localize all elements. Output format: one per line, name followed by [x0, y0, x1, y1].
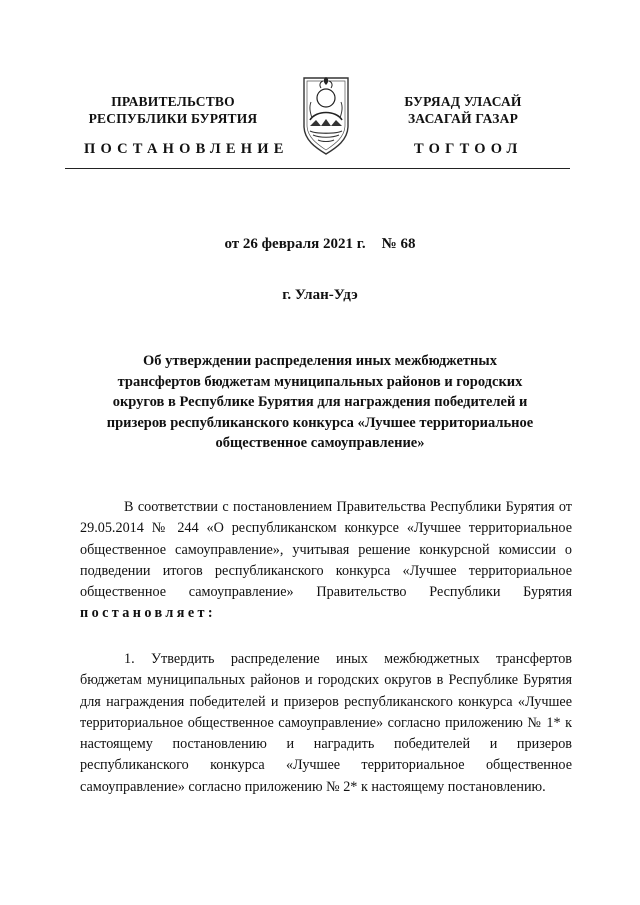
- header-divider: [65, 168, 570, 169]
- coat-of-arms-icon: [296, 74, 356, 156]
- issuer-buryat-line2: ЗАСАГАЙ ГАЗАР: [407, 111, 519, 126]
- resolves-keyword: постановляет:: [80, 605, 217, 622]
- title-line: Об утверждении распределения иных межбюджетных: [143, 353, 497, 369]
- title-line: общественное самоуправление»: [215, 435, 425, 451]
- issuer-russian-line2: РЕСПУБЛИКИ БУРЯТИЯ: [88, 111, 258, 126]
- doctype-russian: ПОСТАНОВЛЕНИЕ: [84, 141, 289, 157]
- issuer-buryat: [368, 93, 558, 127]
- issuer-buryat-line1: БУРЯАД УЛАСАЙ: [404, 94, 522, 109]
- document-number: № 68: [381, 236, 416, 252]
- clause-1-paragraph: 1. Утвердить распределение иных межбюджетных трансфертов бюджетам муниципальных районов и городских округов в Республике Бурятия для награждения победителей и призеров республиканского конкурса «Лучшее территориальное общественное самоуправление» согласно приложению № 1* к настоящему постановлению и наградить победителей и призеров республиканского конкурса «Лучшее территориальное общественное самоуправление» согласно приложению № 2* к настоящему постановлению.: [80, 651, 572, 795]
- title-line: трансфертов бюджетам муниципальных районов и городских: [117, 373, 523, 390]
- doctype-buryat: ТОГТООЛ: [414, 141, 523, 157]
- document-date: от 26 февраля 2021 г.: [224, 236, 366, 252]
- date-number-line: [64, 236, 576, 253]
- document-city: г. Улан-Удэ: [282, 287, 358, 303]
- preamble-text: В соответствии с постановлением Правительства Республики Бурятия от 29.05.2014 № 244 «О республиканском конкурсе «Лучшее территориальное общественное самоуправление», учитывая решение конкурсной комиссии о подведении итогов республиканского конкурса «Лучшее территориальное общественное самоуправление» Правительство Республики Бурятия: [80, 499, 572, 601]
- document-title: [96, 351, 544, 454]
- preamble-paragraph: [80, 497, 572, 625]
- title-line: призеров республиканского конкурса «Лучшее территориальное: [106, 414, 534, 431]
- title-line: округов в Республике Бурятия для награждения победителей и: [112, 394, 528, 410]
- issuer-russian-line1: ПРАВИТЕЛЬСТВО: [111, 94, 235, 109]
- issuer-russian: [68, 93, 278, 127]
